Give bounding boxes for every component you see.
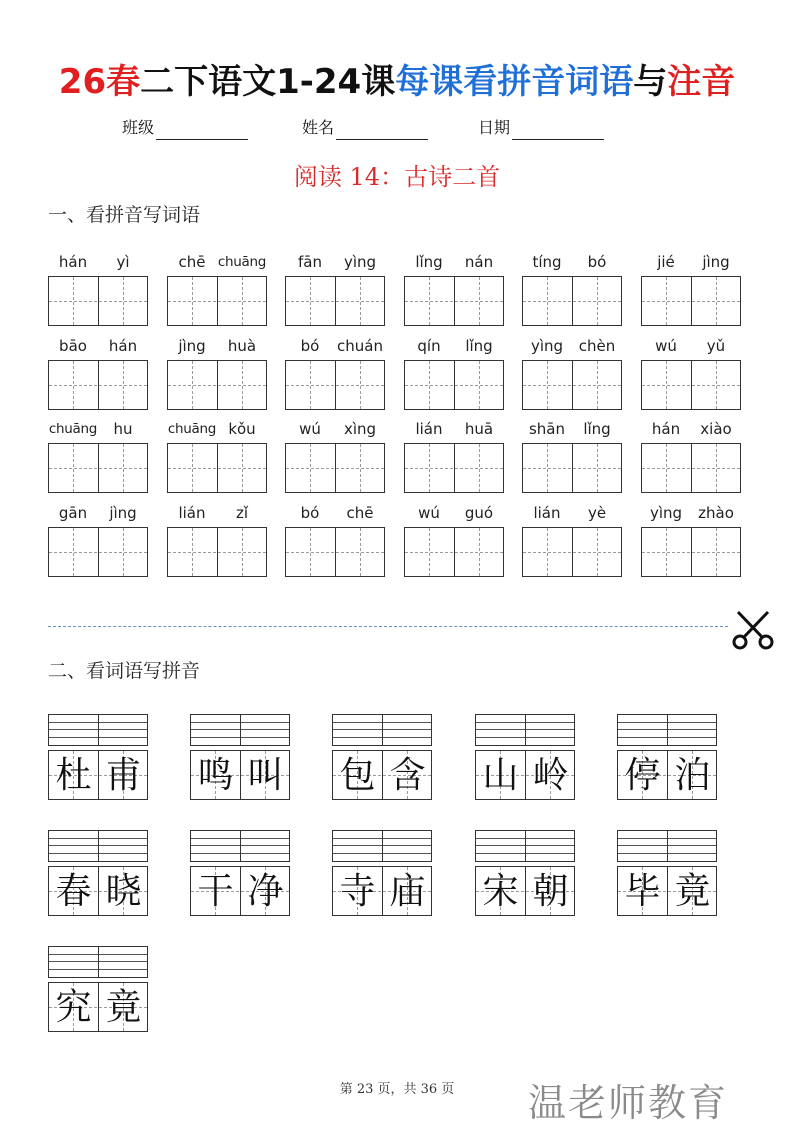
grid-divider — [382, 831, 383, 861]
writing-grid[interactable] — [167, 443, 267, 493]
hanzi-char: 朝 — [532, 871, 569, 912]
pinyin-label: hu — [113, 420, 133, 438]
title-part: 注音 — [667, 62, 736, 102]
pinyin-label: guó — [464, 504, 494, 522]
pinyin-writing-lines[interactable] — [475, 830, 575, 862]
writing-grid[interactable] — [167, 276, 267, 326]
name-blank-line[interactable] — [336, 121, 428, 140]
pinyin-writing-lines[interactable] — [332, 714, 432, 746]
writing-grid[interactable] — [404, 443, 504, 493]
cut-line — [48, 626, 728, 627]
pinyin-writing-lines[interactable] — [190, 714, 290, 746]
writing-grid[interactable] — [167, 360, 267, 410]
word-card — [190, 830, 290, 918]
pinyin-label: tíng — [532, 253, 562, 271]
word-card — [48, 714, 148, 802]
grid-guide — [286, 468, 384, 469]
hanzi-char: 竟 — [105, 987, 142, 1028]
pinyin-writing-lines[interactable] — [48, 714, 148, 746]
grid-guide — [642, 468, 740, 469]
hanzi-grid — [617, 866, 717, 916]
pinyin-writing-lines[interactable] — [332, 830, 432, 862]
page-number: 第 23 页，共 36 页 — [339, 1082, 455, 1097]
grid-guide — [405, 301, 503, 302]
name-label: 姓名 — [302, 118, 335, 137]
class-field[interactable] — [122, 116, 248, 140]
pinyin-label: chuán — [337, 337, 383, 355]
grid-guide — [49, 385, 147, 386]
hanzi-grid — [617, 750, 717, 800]
class-label: 班级 — [122, 118, 155, 137]
grid-guide — [168, 385, 266, 386]
name-field[interactable] — [302, 116, 428, 140]
pinyin-label: gān — [58, 504, 88, 522]
pinyin-label: lián — [415, 420, 443, 438]
pinyin-label: wú — [418, 504, 440, 522]
pinyin-label: bó — [587, 253, 607, 271]
hanzi-char: 庙 — [389, 871, 426, 912]
grid-guide — [642, 385, 740, 386]
hanzi-char: 泊 — [674, 755, 711, 796]
pinyin-writing-lines[interactable] — [48, 830, 148, 862]
grid-divider — [240, 715, 241, 745]
hanzi-grid — [190, 866, 290, 916]
hanzi-grid — [48, 982, 148, 1032]
hanzi-char: 干 — [197, 871, 234, 912]
pinyin-label: xiào — [700, 420, 732, 438]
pinyin-label: hán — [651, 420, 681, 438]
hanzi-char: 杜 — [55, 755, 92, 796]
pinyin-label: yè — [587, 504, 607, 522]
writing-grid[interactable] — [48, 443, 148, 493]
grid-divider — [525, 831, 526, 861]
hanzi-char: 叫 — [247, 755, 284, 796]
grid-guide — [168, 552, 266, 553]
pinyin-label: chèn — [578, 337, 616, 355]
writing-grid[interactable] — [641, 443, 741, 493]
pinyin-label: jìng — [178, 337, 206, 355]
hanzi-char: 毕 — [624, 871, 661, 912]
date-blank-line[interactable] — [512, 121, 604, 140]
pinyin-label: qín — [417, 337, 441, 355]
grid-guide — [168, 301, 266, 302]
hanzi-char: 晓 — [105, 871, 142, 912]
hanzi-char: 宋 — [482, 871, 519, 912]
pinyin-label: shān — [528, 420, 566, 438]
hanzi-char: 春 — [55, 871, 92, 912]
section1-title: 一、看拼音写词语 — [48, 204, 201, 226]
student-info-row — [0, 116, 794, 140]
hanzi-char: 岭 — [532, 755, 569, 796]
writing-grid[interactable] — [285, 360, 385, 410]
grid-divider — [98, 831, 99, 861]
grid-guide — [49, 552, 147, 553]
grid-guide — [405, 468, 503, 469]
pinyin-label: chē — [346, 504, 374, 522]
grid-guide — [405, 385, 503, 386]
pinyin-label: lián — [178, 504, 206, 522]
title-part: 二下语文1-24课 — [140, 62, 396, 102]
pinyin-label: bó — [300, 504, 320, 522]
pinyin-writing-lines[interactable] — [190, 830, 290, 862]
pinyin-label: bó — [300, 337, 320, 355]
word-card — [475, 830, 575, 918]
pinyin-label: lǐng — [583, 420, 611, 438]
pinyin-label: yì — [116, 253, 130, 271]
writing-grid[interactable] — [285, 276, 385, 326]
pinyin-label: lǐng — [465, 337, 493, 355]
writing-grid[interactable] — [48, 527, 148, 577]
pinyin-label: chuāng — [48, 421, 98, 437]
grid-guide — [642, 301, 740, 302]
hanzi-grid — [190, 750, 290, 800]
word-card — [475, 714, 575, 802]
pinyin-label: xìng — [343, 420, 377, 438]
grid-guide — [286, 552, 384, 553]
pinyin-writing-lines[interactable] — [475, 714, 575, 746]
hanzi-char: 含 — [389, 755, 426, 796]
pinyin-label: wú — [655, 337, 677, 355]
pinyin-label: kǒu — [228, 420, 256, 438]
pinyin-label: hán — [108, 337, 138, 355]
grid-guide — [642, 552, 740, 553]
hanzi-char: 包 — [339, 755, 376, 796]
grid-guide — [405, 552, 503, 553]
writing-grid[interactable] — [522, 443, 622, 493]
pinyin-label: lǐng — [415, 253, 443, 271]
grid-guide — [523, 552, 621, 553]
writing-grid[interactable] — [48, 276, 148, 326]
pinyin-label: nán — [464, 253, 494, 271]
date-field[interactable] — [478, 116, 604, 140]
word-card — [48, 830, 148, 918]
pinyin-label: zǐ — [235, 504, 249, 522]
word-card — [332, 830, 432, 918]
pinyin-writing-lines[interactable] — [617, 830, 717, 862]
pinyin-label: wú — [299, 420, 321, 438]
hanzi-char: 山 — [482, 755, 519, 796]
scissors-icon — [730, 606, 776, 652]
writing-grid[interactable] — [285, 443, 385, 493]
pinyin-label: chuāng — [217, 254, 267, 270]
hanzi-grid — [48, 750, 148, 800]
writing-grid[interactable] — [641, 527, 741, 577]
writing-grid[interactable] — [641, 360, 741, 410]
grid-divider — [240, 831, 241, 861]
section2-title: 二、看词语写拼音 — [48, 660, 201, 682]
title-part: 每课看拼音词语 — [395, 62, 634, 102]
grid-guide — [523, 301, 621, 302]
grid-guide — [49, 301, 147, 302]
grid-divider — [98, 715, 99, 745]
grid-divider — [525, 715, 526, 745]
hanzi-char: 鸣 — [197, 755, 234, 796]
pinyin-writing-lines[interactable] — [48, 946, 148, 978]
pinyin-label: jié — [657, 253, 675, 271]
word-card — [190, 714, 290, 802]
date-label: 日期 — [478, 118, 511, 137]
pinyin-label: huā — [464, 420, 494, 438]
word-card — [617, 830, 717, 918]
hanzi-char: 甫 — [105, 755, 142, 796]
grid-guide — [523, 385, 621, 386]
pinyin-label: yìng — [649, 504, 683, 522]
pinyin-label: yìng — [343, 253, 377, 271]
writing-grid[interactable] — [522, 527, 622, 577]
grid-guide — [168, 468, 266, 469]
grid-divider — [667, 831, 668, 861]
pinyin-label: bāo — [59, 337, 87, 355]
page-title — [0, 58, 794, 106]
watermark: 温老师教育 — [528, 1081, 729, 1125]
pinyin-label: yǔ — [706, 337, 726, 355]
hanzi-char: 寺 — [339, 871, 376, 912]
grid-guide — [286, 301, 384, 302]
grid-divider — [382, 715, 383, 745]
hanzi-grid — [475, 750, 575, 800]
writing-grid[interactable] — [404, 527, 504, 577]
hanzi-char: 究 — [55, 987, 92, 1028]
writing-grid[interactable] — [167, 527, 267, 577]
grid-guide — [286, 385, 384, 386]
hanzi-grid — [332, 866, 432, 916]
pinyin-label: jìng — [109, 504, 137, 522]
pinyin-label: zhào — [698, 504, 734, 522]
hanzi-char: 停 — [624, 755, 661, 796]
pinyin-writing-lines[interactable] — [617, 714, 717, 746]
grid-divider — [98, 947, 99, 977]
pinyin-label: huà — [227, 337, 257, 355]
writing-grid[interactable] — [522, 360, 622, 410]
hanzi-grid — [332, 750, 432, 800]
grid-guide — [523, 468, 621, 469]
pinyin-label: hán — [58, 253, 88, 271]
title-part: 与 — [633, 62, 668, 102]
writing-grid[interactable] — [404, 360, 504, 410]
writing-grid[interactable] — [522, 276, 622, 326]
class-blank-line[interactable] — [156, 121, 248, 140]
hanzi-grid — [48, 866, 148, 916]
word-card — [617, 714, 717, 802]
pinyin-label: jìng — [702, 253, 730, 271]
pinyin-label: fān — [298, 253, 322, 271]
grid-divider — [667, 715, 668, 745]
writing-grid[interactable] — [285, 527, 385, 577]
lesson-subtitle: 阅读 14：古诗二首 — [293, 163, 501, 191]
hanzi-grid — [475, 866, 575, 916]
word-card — [332, 714, 432, 802]
writing-grid[interactable] — [404, 276, 504, 326]
word-card — [48, 946, 148, 1034]
hanzi-char: 竟 — [674, 871, 711, 912]
title-part: 26春 — [58, 62, 141, 102]
writing-grid[interactable] — [48, 360, 148, 410]
hanzi-char: 净 — [247, 871, 284, 912]
pinyin-label: lián — [533, 504, 561, 522]
pinyin-label: chē — [178, 253, 206, 271]
pinyin-label: chuāng — [167, 421, 217, 437]
pinyin-label: yìng — [530, 337, 564, 355]
writing-grid[interactable] — [641, 276, 741, 326]
grid-guide — [49, 468, 147, 469]
